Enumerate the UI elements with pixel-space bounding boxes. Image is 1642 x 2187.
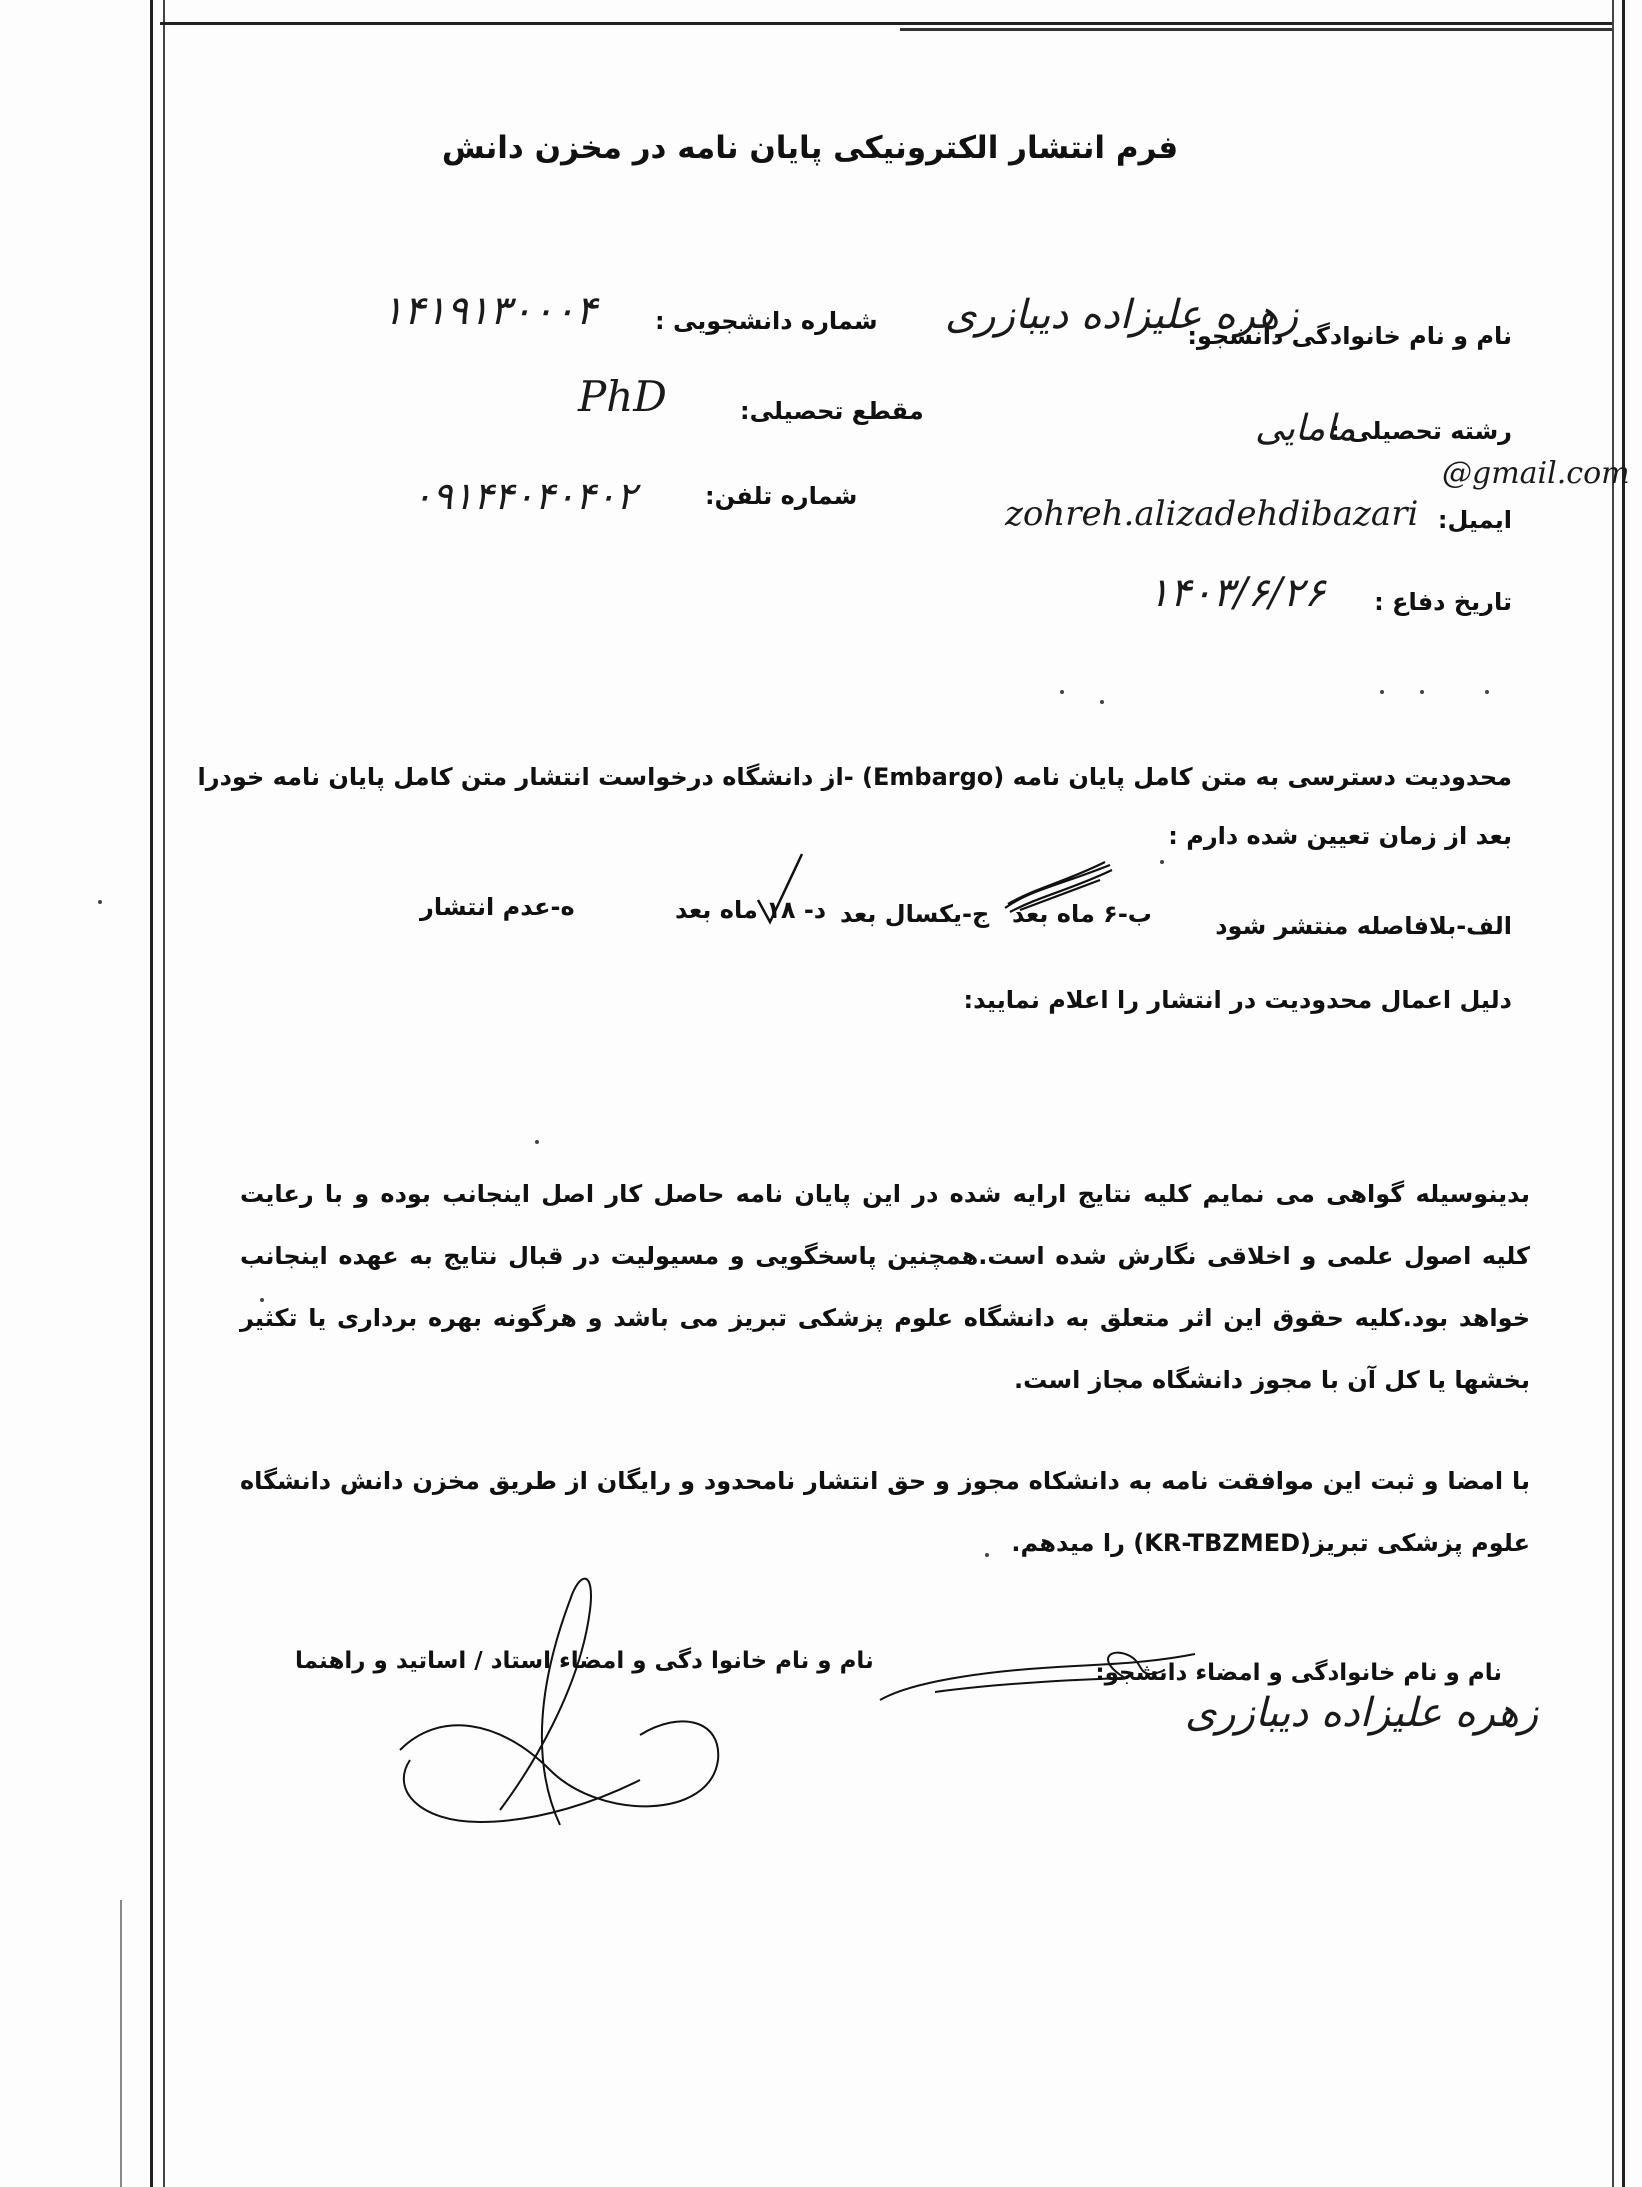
scan-speck xyxy=(98,900,102,904)
embargo-option-18-months: د- ۱۸ ماه بعد xyxy=(675,896,827,924)
advisor-signature-label: نام و نام خانوا دگی و امضاء استاد / اساتید و راهنما xyxy=(295,1648,874,1674)
scan-top-edge-double xyxy=(900,28,1612,31)
field-of-study-label: رشته تحصیلی : xyxy=(1330,417,1512,445)
scan-speck xyxy=(1100,700,1104,704)
scan-speck xyxy=(985,1553,989,1557)
embargo-text-line2: بعد از زمان تعیین شده دارم : xyxy=(1168,822,1512,850)
student-name-handwritten: زهره علیزاده دیبازری xyxy=(945,292,1299,338)
phone-label: شماره تلفن: xyxy=(705,482,858,510)
scan-speck xyxy=(535,1140,539,1144)
form-title: فرم انتشار الکترونیکی پایان نامه در مخزن دانش xyxy=(441,130,1179,166)
student-id-label: شماره دانشجویی : xyxy=(655,307,878,335)
embargo-option-immediate: الف-بلافاصله منتشر شود xyxy=(1215,912,1512,940)
phone-handwritten: ۰۹۱۴۴۰۴۰۴۰۲ xyxy=(412,474,637,518)
advisor-signature-drawing xyxy=(380,1560,740,1840)
scan-left-edge xyxy=(150,0,165,2187)
email-domain-handwritten: @gmail.com xyxy=(1442,456,1630,491)
embargo-option-6-months: ب-۶ ماه بعد xyxy=(1012,900,1152,928)
student-signature-name-handwritten: زهره علیزاده دیبازری xyxy=(1185,1690,1539,1736)
declaration-paragraph-1: بدینوسیله گواهی می نمایم کلیه نتایج ارایه شده در این پایان نامه حاصل کار اصل اینجانب بوده و با رعایت کلیه اصول علمی و اخلاقی نگارش شده است.همچنین پاسخگویی و مسیولیت در قبال نتایج به عهده اینجانب خواهد بود.کلیه حقوق این اثر متعلق به دانشگاه علوم پزشکی تبریز می باشد و هرگونه بهره برداری یا تکثیر بخشها یا کل آن با مجوز دانشگاه مجاز است. xyxy=(240,1180,1530,1394)
checkmark-selected-icon xyxy=(752,850,808,930)
student-id-handwritten: ۱۴۱۹۱۳۰۰۰۴ xyxy=(382,288,597,334)
scan-top-edge xyxy=(160,0,1612,25)
scan-speck xyxy=(260,1298,264,1302)
defense-date-handwritten: ۱۴۰۳/۶/۲۶ xyxy=(1148,570,1326,616)
scan-speck xyxy=(1485,690,1489,694)
field-of-study-handwritten: مامایی xyxy=(1255,408,1356,449)
degree-label: مقطع تحصیلی: xyxy=(740,397,924,425)
embargo-option-1-year: ج-یکسال بعد xyxy=(840,900,990,928)
embargo-text-line1: محدودیت دسترسی به متن کامل پایان نامه (Embargo) -از دانشگاه درخواست انتشار متن کامل پایان نامه خودرا xyxy=(197,763,1512,791)
defense-date-label: تاریخ دفاع : xyxy=(1374,588,1512,616)
embargo-reason-label: دلیل اعمال محدودیت در انتشار را اعلام نمایید: xyxy=(963,986,1512,1014)
email-handwritten: zohreh.alizadehdibazari xyxy=(1005,494,1419,534)
scan-speck xyxy=(1160,860,1164,864)
student-name-label: نام و نام خانوادگی دانشجو: xyxy=(1187,322,1512,350)
scan-speck xyxy=(1380,690,1384,694)
student-signature-drawing xyxy=(875,1640,1205,1720)
email-label: ایمیل: xyxy=(1437,506,1512,534)
embargo-option-no-publish: ه-عدم انتشار xyxy=(420,893,575,921)
scan-speck xyxy=(1420,690,1424,694)
degree-handwritten: PhD xyxy=(578,372,667,421)
student-signature-label: نام و نام خانوادگی و امضاء دانشجو: xyxy=(1095,1660,1502,1686)
scan-right-edge xyxy=(1612,0,1625,2187)
scan-speck xyxy=(1060,690,1064,694)
declaration-paragraph-2: با امضا و ثبت این موافقت نامه به دانشکاه مجوز و حق انتشار نامحدود و رایگان از طریق مخزن دانش دانشگاه علوم پزشکی تبریز(KR-TBZMED) را میدهم. xyxy=(240,1467,1530,1557)
scribble-strike-mark xyxy=(1000,860,1120,920)
scan-left-edge-faint xyxy=(120,1900,122,2187)
